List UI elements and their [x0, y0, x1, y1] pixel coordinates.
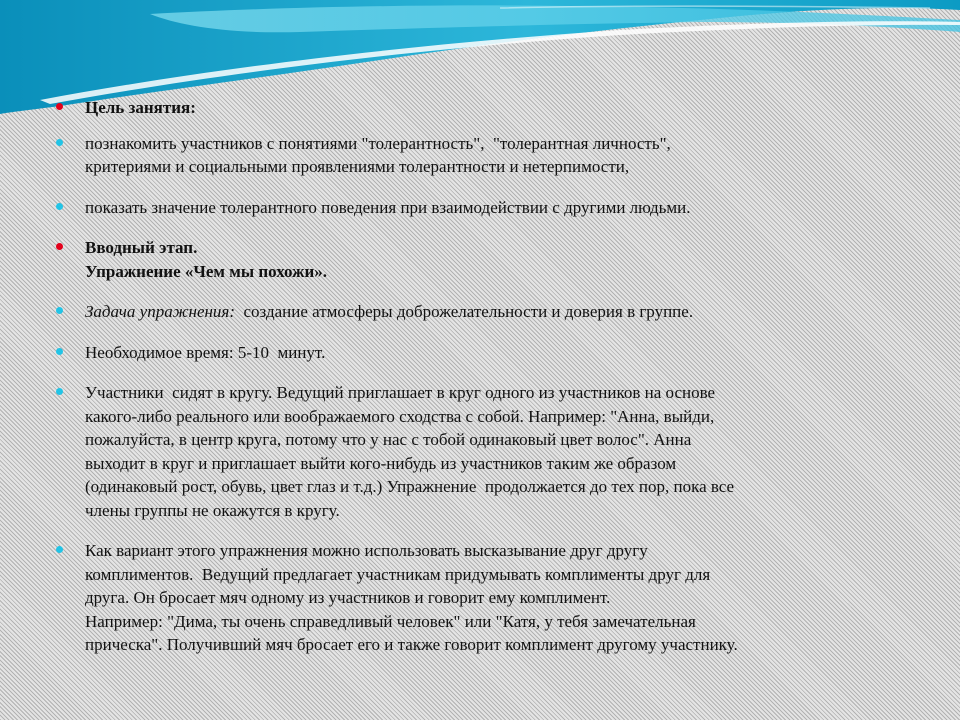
- task-label: Задача упражнения:: [85, 302, 235, 321]
- list-item-intro-stage: [56, 236, 906, 283]
- list-item-goal-2: [56, 196, 906, 220]
- list-item-time: [56, 341, 906, 365]
- bullet-icon: [56, 203, 63, 210]
- bullet-icon: [56, 139, 63, 146]
- bullet-icon: [56, 348, 63, 355]
- list-item-goal-1: [56, 132, 906, 179]
- bullet-icon: [56, 388, 63, 395]
- task-text: [85, 300, 693, 324]
- list-item-instructions: [56, 381, 906, 522]
- list-item-task: [56, 300, 906, 324]
- exercise-title: Упражнение «Чем мы похожи».: [85, 261, 328, 281]
- bullet-icon: [56, 243, 63, 250]
- intro-stage-heading: [85, 236, 327, 283]
- bullet-icon: [56, 103, 63, 110]
- task-description: создание атмосферы доброжелательности и доверия в группе.: [235, 302, 694, 321]
- variant-text: Как вариант этого упражнения можно использовать высказывание друг другу комплиментов. Ведущий предлагает участникам придумывать комплименты друг для друга. Он бросает мяч одному из участников и говорит ему комплимент. Например: "Дима, ты очень справедливый человек" или "Катя, у тебя замечательная прическа". Получивший мяч бросает его и также говорит комплимент другому участнику.: [85, 541, 738, 654]
- time-text: Необходимое время: 5-10 минут.: [85, 342, 326, 362]
- list-item-variant: [56, 539, 906, 657]
- goal-heading: Цель занятия:: [85, 98, 196, 117]
- goal-text-1: познакомить участников с понятиями "толерантность", "толерантная личность", критериями и социальными проявлениями толерантности и нетерпимости,: [85, 133, 671, 176]
- goal-text-2: показать значение толерантного поведения при взаимодействии с другими людьми.: [85, 197, 691, 217]
- bullet-icon: [56, 307, 63, 314]
- list-item-goal-heading: [56, 96, 906, 120]
- intro-stage-title: Вводный этап.: [85, 238, 198, 257]
- bullet-icon: [56, 546, 63, 553]
- instructions-text: Участники сидят в кругу. Ведущий приглашает в круг одного из участников на основе какого-либо реального или воображаемого сходства с собой. Например: "Анна, выйди, пожалуйста, в центр круга, потому что у нас с тобой одинаковый цвет волос". Анна выходит в круг и приглашает выйти кого-нибудь из участников таким же образом (одинаковый рост, обувь, цвет глаз и т.д.) Упражнение продолжается до тех пор, пока все члены группы не окажутся в кругу.: [85, 383, 735, 520]
- slide-content: [56, 96, 906, 674]
